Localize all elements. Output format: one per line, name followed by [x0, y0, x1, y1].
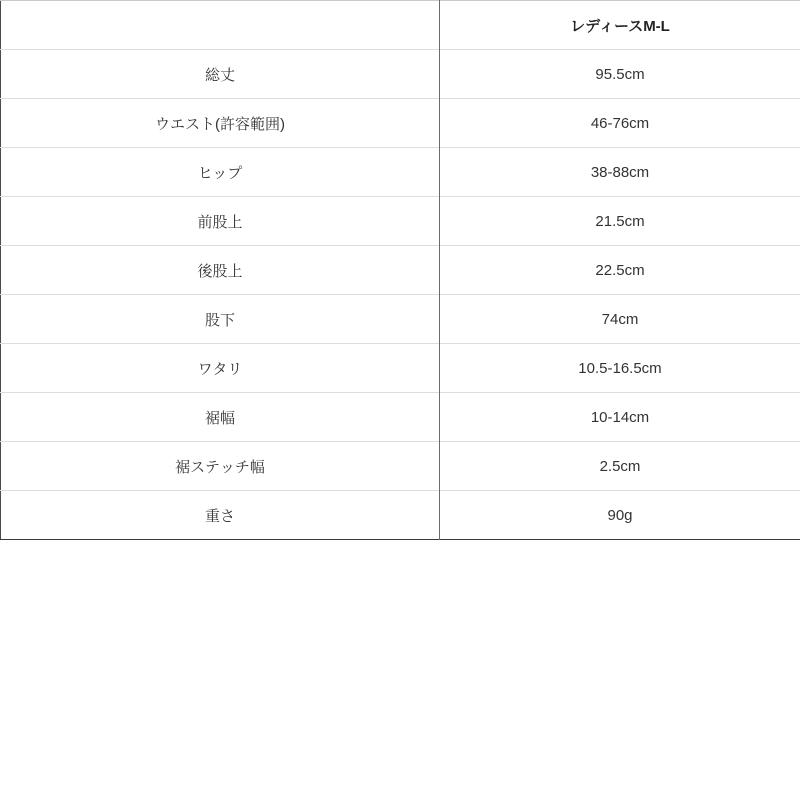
table-row — [1, 197, 800, 246]
table-row — [1, 295, 800, 344]
table-row — [1, 99, 800, 148]
table-row — [1, 393, 800, 442]
measurement-value: 38-88cm — [440, 148, 800, 197]
measurement-label: 前股上 — [1, 197, 440, 246]
measurement-label: ウエスト(許容範囲) — [1, 99, 440, 148]
measurement-value: 10.5-16.5cm — [440, 344, 800, 393]
size-column-header: レディースM-L — [440, 1, 800, 50]
measurement-label: 股下 — [1, 295, 440, 344]
measurement-value: 74cm — [440, 295, 800, 344]
table-row — [1, 246, 800, 295]
measurement-value: 90g — [440, 491, 800, 540]
table-row — [1, 344, 800, 393]
table-header-row — [1, 1, 800, 50]
measurement-value: 46-76cm — [440, 99, 800, 148]
measurement-label: 裾幅 — [1, 393, 440, 442]
table-row — [1, 148, 800, 197]
table-row — [1, 491, 800, 540]
measurement-value: 21.5cm — [440, 197, 800, 246]
measurement-label: 裾ステッチ幅 — [1, 442, 440, 491]
measurement-value: 2.5cm — [440, 442, 800, 491]
table-row — [1, 50, 800, 99]
table-body — [1, 50, 800, 540]
measurement-label: ワタリ — [1, 344, 440, 393]
measurement-label: 総丈 — [1, 50, 440, 99]
measurement-label: 重さ — [1, 491, 440, 540]
measurement-value: 95.5cm — [440, 50, 800, 99]
measurement-value: 22.5cm — [440, 246, 800, 295]
measurement-label: 後股上 — [1, 246, 440, 295]
measurement-label: ヒップ — [1, 148, 440, 197]
measurement-column-header — [1, 1, 440, 50]
table-row — [1, 442, 800, 491]
measurement-value: 10-14cm — [440, 393, 800, 442]
